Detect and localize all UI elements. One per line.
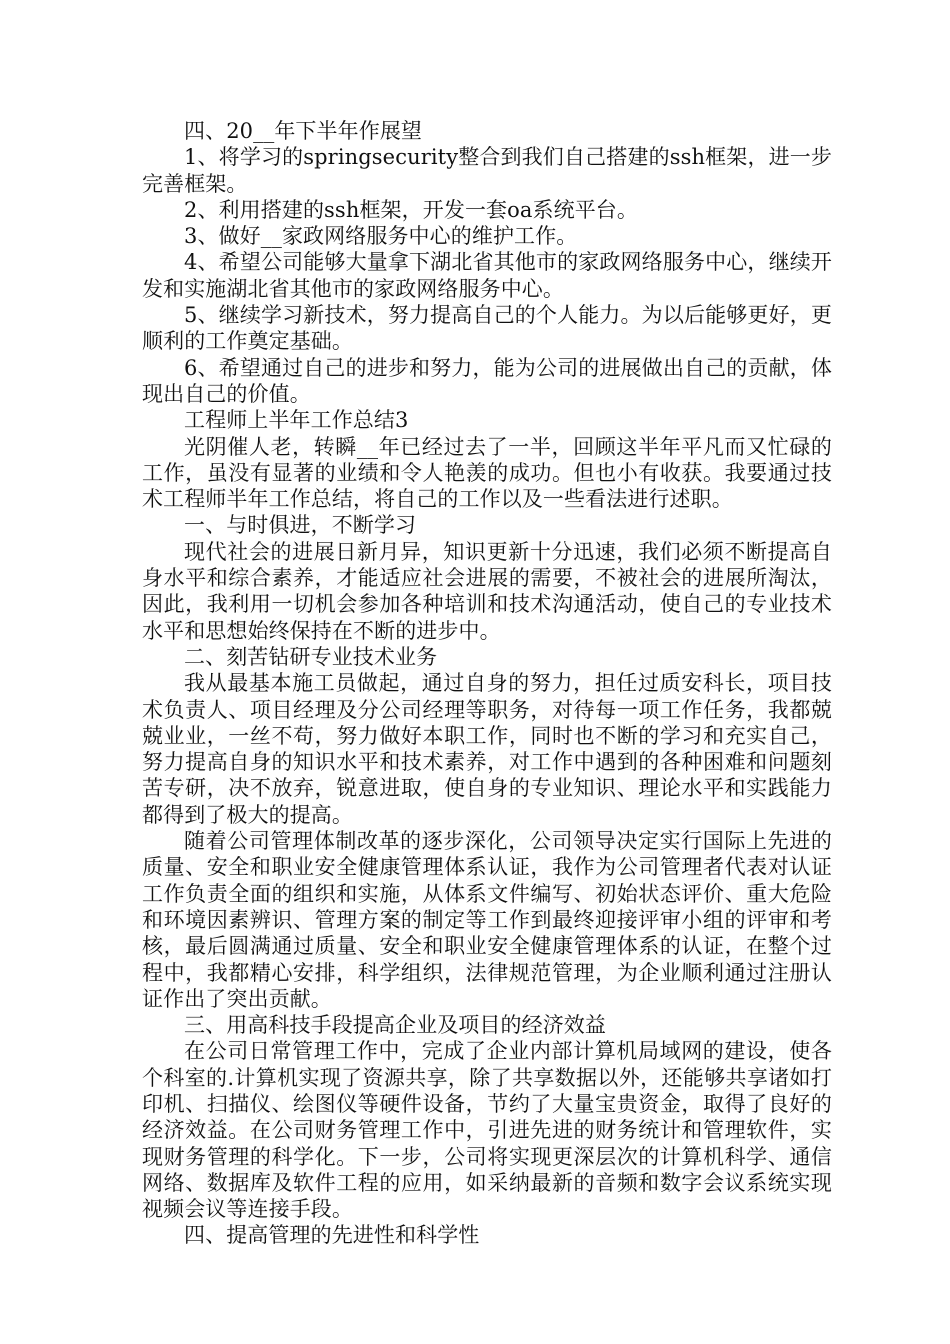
section-heading: 三、用高科技手段提高企业及项目的经济效益 [184, 1013, 606, 1038]
paragraph: 3、做好__家政网络服务中心的维护工作。 [184, 224, 578, 249]
section-heading: 一、与时俱进，不断学习 [184, 513, 417, 538]
paragraph: 在公司日常管理工作中，完成了企业内部计算机局域网的建设，使各个科室的.计算机实现了资源共享，除了共享数据以外，还能够共享诸如打印机、扫描仪、绘图仪等硬件设备，节约了大量宝贵资金，取得了良好的经济效益。在公司财务管理工作中，引进先进的财务统计和管理软件，实现财务管理的科学化。下一步，公司将实现更深层次的计算机科学、通信网络、数据库及软件工程的应用，如采纳最新的音频和数字会议系统实现视频会议等连接手段。 [142, 1039, 832, 1222]
paragraph: 4、希望公司能够大量拿下湖北省其他市的家政网络服务中心，继续开发和实施湖北省其他市的家政网络服务中心。 [142, 250, 832, 301]
paragraph: 随着公司管理体制改革的逐步深化，公司领导决定实行国际上先进的质量、安全和职业安全健康管理体系认证，我作为公司管理者代表对认证工作负责全面的组织和实施，从体系文件编写、初始状态评价、重大危险和环境因素辨识、管理方案的制定等工作到最终迎接评审小组的评审和考核，最后圆满通过质量、安全和职业安全健康管理体系的认证，在整个过程中，我都精心安排，科学组织，法律规范管理，为企业顺利通过注册认证作出了突出贡献。 [142, 829, 832, 1011]
document-body [142, 118, 832, 1249]
paragraph: 6、希望通过自己的进步和努力，能为公司的进展做出自己的贡献，体现出自己的价值。 [142, 355, 832, 406]
paragraph: 5、继续学习新技术，努力提高自己的个人能力。为以后能够更好，更顺利的工作奠定基础。 [142, 303, 832, 354]
paragraph: 1、将学习的springsecurity整合到我们自己搭建的ssh框架，进一步完善框架。 [142, 145, 832, 196]
paragraph: 光阴催人老，转瞬__年已经过去了一半，回顾这半年平凡而又忙碌的工作，虽没有显著的业绩和令人艳羡的成功。但也小有收获。我要通过技术工程师半年工作总结，将自己的工作以及一些看法进行述职。 [142, 434, 832, 512]
section-heading-outlook: 四、20__年下半年作展望 [184, 119, 423, 143]
section-heading: 二、刻苦钻研专业技术业务 [184, 644, 438, 669]
paragraph: 2、利用搭建的ssh框架，开发一套oa系统平台。 [184, 197, 639, 222]
section-heading: 四、提高管理的先进性和科学性 [184, 1223, 480, 1248]
document-title: 工程师上半年工作总结3 [184, 408, 409, 433]
paragraph: 现代社会的进展日新月异，知识更新十分迅速，我们必须不断提高自身水平和综合素养，才能适应社会进展的需要，不被社会的进展所淘汰，因此，我利用一切机会参加各种培训和技术沟通活动，使自己的专业技术水平和思想始终保持在不断的进步中。 [142, 539, 832, 643]
paragraph: 我从最基本施工员做起，通过自身的努力，担任过质安科长，项目技术负责人、项目经理及分公司经理等职务，对待每一项工作任务，我都兢兢业业，一丝不苟，努力做好本职工作，同时也不断的学习和充实自己，努力提高自身的知识水平和技术素养，对工作中遇到的各种困难和问题刻苦专研，决不放弃，锐意进取，使自身的专业知识、理论水平和实践能力都得到了极大的提高。 [142, 671, 832, 827]
